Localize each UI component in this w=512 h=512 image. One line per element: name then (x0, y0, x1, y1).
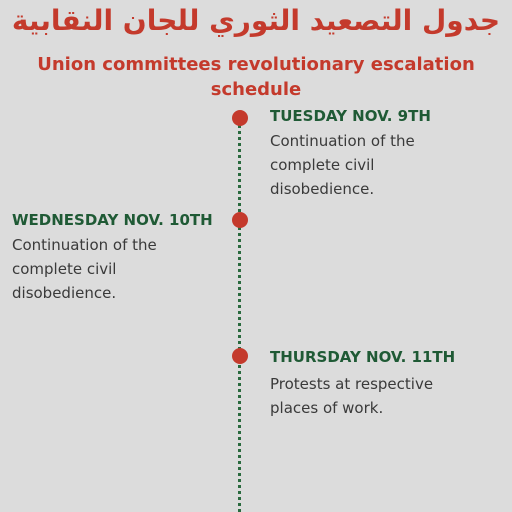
event-date: TUESDAY NOV. 9TH (270, 107, 431, 125)
event-description: Continuation of the complete civil disobedience. (12, 236, 157, 302)
event-date: WEDNESDAY NOV. 10TH (12, 211, 213, 229)
timeline-dot (232, 110, 248, 126)
event-date: THURSDAY NOV. 11TH (270, 348, 456, 366)
event-description: Continuation of the complete civil disobedience. (270, 132, 415, 198)
title-english: Union committees revolutionary escalation schedule (37, 54, 475, 100)
timeline-dot (232, 212, 248, 228)
event-description: Protests at respective places of work. (270, 375, 434, 417)
title-arabic: جدول التصعيد الثوري للجان النقابية (11, 4, 501, 37)
timeline-line (238, 118, 241, 512)
timeline-dot (232, 348, 248, 364)
